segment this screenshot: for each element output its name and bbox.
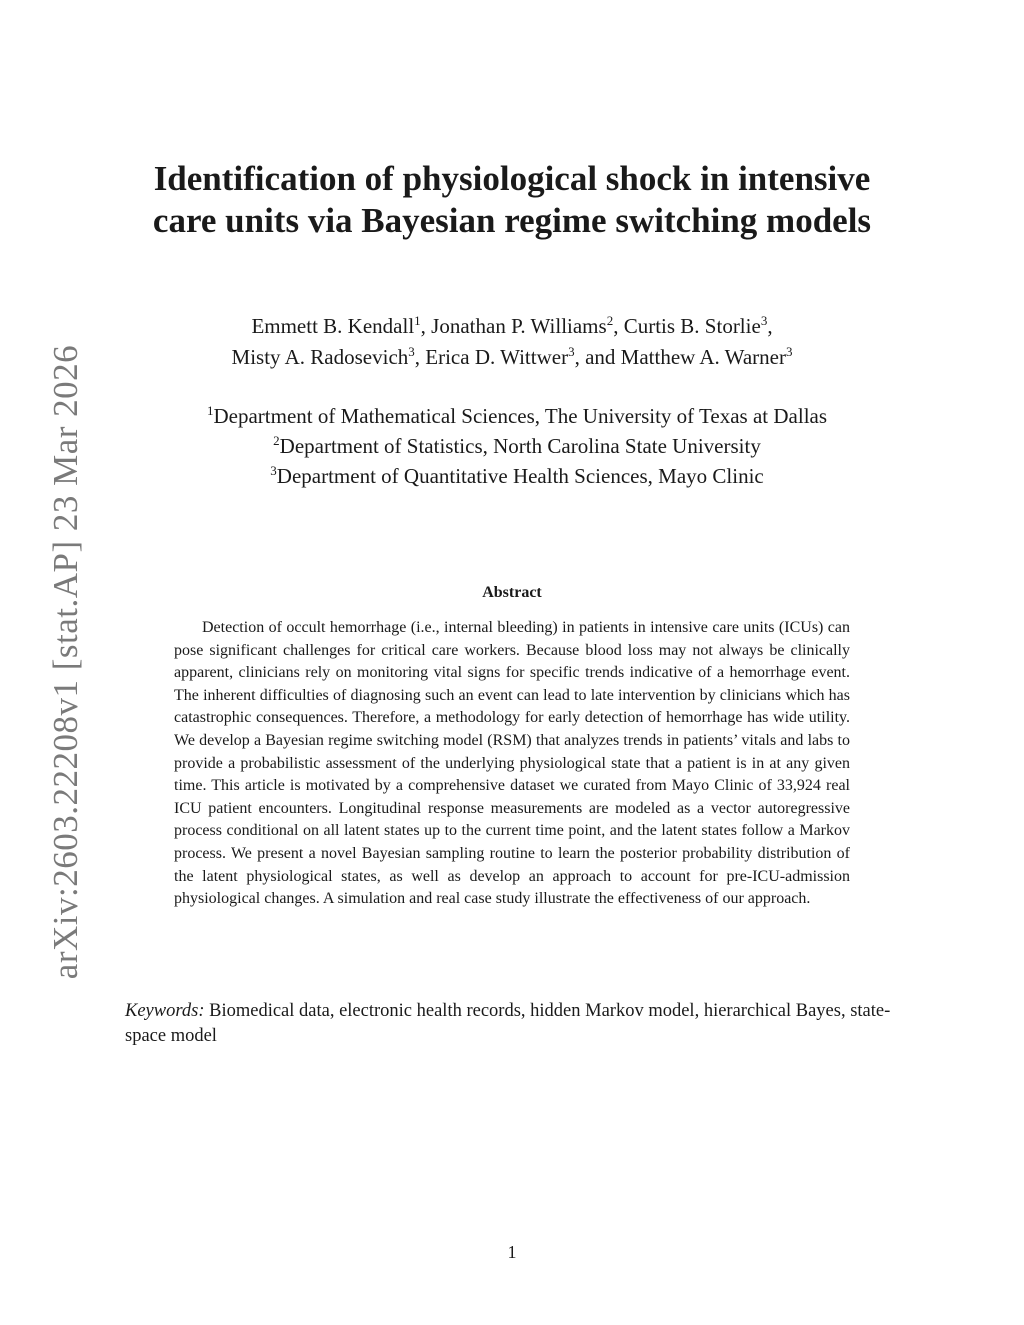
affiliation-number: 3 — [270, 463, 277, 478]
author-name: Curtis B. Storlie — [623, 314, 761, 338]
affiliation-line — [110, 401, 924, 431]
author-affiliation-mark: 1 — [414, 313, 421, 328]
paper-title: Identification of physiological shock in intensive care units via Bayesian regime switching models — [152, 159, 872, 240]
abstract-heading: Abstract — [482, 584, 542, 601]
abstract-body: Detection of occult hemorrhage (i.e., internal bleeding) in patients in intensive care units (ICUs) can pose significant challenges for critical care workers. Because blood loss may not always be clinically apparent, clinicians rely on monitoring vital signs for specific trends indicative of a hemorrhage event. The inherent difficulties of diagnosing such an event can lead to late intervention by clinicians which has catastrophic consequences. Therefore, a methodology for early detection of hemorrhage has wide utility. We develop a Bayesian regime switching model (RSM) that analyzes trends in patients’ vitals and labs to provide a probabilistic assessment of the underlying physiological state that a patient is in at any given time. This article is motivated by a comprehensive dataset we curated from Mayo Clinic of 33,924 real ICU patient encounters. Longitudinal response measurements are modeled as a vector autoregressive process conditional on all latent states up to the current time point, and the latent states follow a Markov process. We present a novel Bayesian sampling routine to learn the posterior probability distribution of the latent physiological states, as well as develop an approach to account for pre-ICU-admission physiological changes. A simulation and real case study illustrate the effectiveness of our approach. — [174, 619, 850, 908]
author-name: Erica D. Wittwer — [425, 345, 569, 369]
page-number: 1 — [507, 1242, 517, 1262]
author-list: Emmett B. Kendall$^1$, Jonathan P. Williams$^2$, Curtis B. Storlie$^3$, Misty A. Radosevich$^3$, Erica D. Wittwer$^3$, and Matthew A. Warner$^3$ — [231, 313, 793, 369]
affiliation-line — [110, 461, 924, 491]
keywords-label: Keywords: — [125, 1001, 205, 1021]
affiliation-list — [110, 401, 924, 491]
keywords-text: Biomedical data, electronic health records, hidden Markov model, hierarchical Bayes, state-space model — [125, 1001, 891, 1046]
author-affiliation-mark: 2 — [606, 313, 614, 328]
author-name: Matthew A. Warner — [620, 345, 786, 369]
affiliation-text: Department of Quantitative Health Sciences, Mayo Clinic — [276, 464, 764, 488]
author-affiliation-mark: 3 — [760, 313, 768, 328]
affiliation-text: Department of Statistics, North Carolina State University — [279, 434, 761, 458]
affiliation-line — [110, 431, 924, 461]
author-affiliation-mark: 3 — [568, 344, 575, 359]
author-name: Jonathan P. Williams — [431, 314, 607, 338]
arxiv-identifier-stamp: arXiv:2603.22208v1 [stat.AP] 23 Mar 2026 — [46, 344, 85, 980]
author-name: Emmett B. Kendall — [251, 314, 415, 338]
affiliation-number: 1 — [206, 403, 214, 418]
author-affiliation-mark: 3 — [408, 344, 415, 359]
affiliation-text: Department of Mathematical Sciences, The University of Texas at Dallas — [213, 404, 828, 428]
keywords-line — [125, 999, 899, 1049]
affiliation-number: 2 — [273, 433, 280, 448]
author-affiliation-mark: 3 — [785, 344, 793, 359]
author-name: Misty A. Radosevich — [231, 345, 409, 369]
